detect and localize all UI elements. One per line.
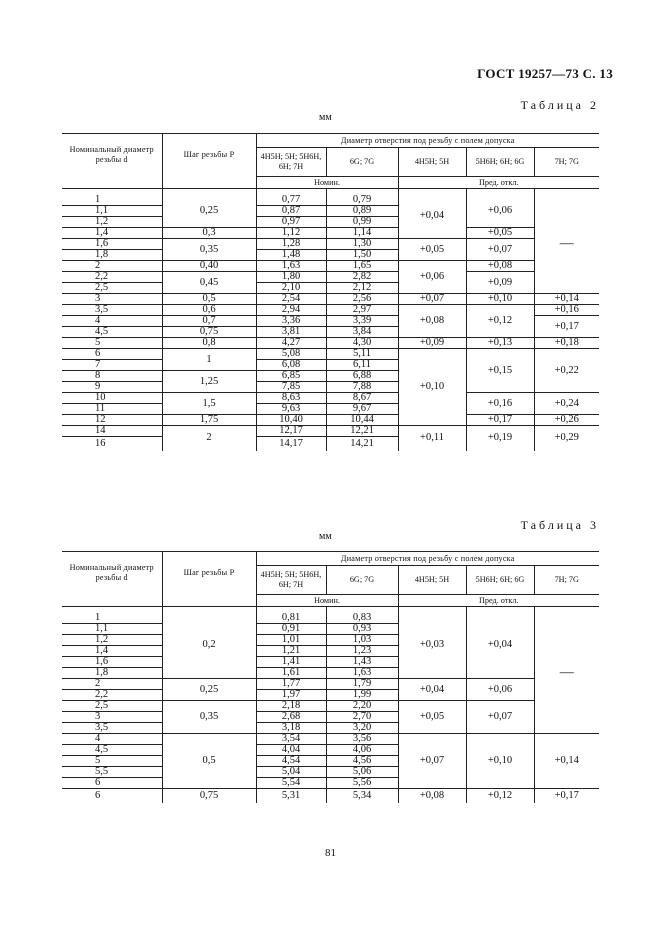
table-cell: 2,20 [326, 701, 398, 712]
table-cell: +0,12 [466, 789, 534, 803]
table-cell: 1 [62, 195, 162, 206]
table-cell: — [534, 195, 599, 294]
table-cell: 0,77 [256, 195, 326, 206]
table-cell: +0,22 [534, 349, 599, 393]
table-cell: 0,3 [162, 228, 256, 239]
table-cell: 9 [62, 382, 162, 393]
table3-unit: мм [319, 531, 332, 542]
table-cell: 1,4 [62, 228, 162, 239]
table-cell: 4,54 [256, 756, 326, 767]
col-header-c5: 7H; 7G [534, 566, 599, 595]
table-cell: 5,11 [326, 349, 398, 360]
table-cell: 0,97 [256, 217, 326, 228]
table-cell: 11 [62, 404, 162, 415]
table-cell: +0,04 [398, 195, 466, 239]
table-cell: 2,2 [62, 272, 162, 283]
table-cell: 3,39 [326, 316, 398, 327]
table-cell: 1,61 [256, 668, 326, 679]
table-cell: 0,5 [162, 734, 256, 789]
table-cell: 5 [62, 338, 162, 349]
table-2 [62, 133, 599, 451]
table-cell: 4,5 [62, 745, 162, 756]
table-cell: +0,15 [466, 349, 534, 393]
table-cell: +0,08 [398, 789, 466, 803]
table-cell: +0,29 [534, 426, 599, 451]
table-cell: 1,65 [326, 261, 398, 272]
table-cell: 2,2 [62, 690, 162, 701]
table-cell: 1,75 [162, 415, 256, 426]
col-header-group: Диаметр отверстия под резьбу с полем допуска [256, 552, 599, 566]
table-cell: 0,81 [256, 613, 326, 624]
table-cell: 4,04 [256, 745, 326, 756]
table-cell: 1,12 [256, 228, 326, 239]
table-cell: 1,41 [256, 657, 326, 668]
table-cell: 6,85 [256, 371, 326, 382]
table3-title: Таблица 3 [520, 518, 599, 532]
table-cell: 2,94 [256, 305, 326, 316]
table-cell: 2,5 [62, 701, 162, 712]
col-header-c4: 5H6H; 6H; 6G [466, 148, 534, 177]
table-cell: 0,40 [162, 261, 256, 272]
table-cell: 1,14 [326, 228, 398, 239]
table-cell: 3,81 [256, 327, 326, 338]
table-cell: +0,24 [534, 393, 599, 415]
table-cell: 14,21 [326, 437, 398, 451]
table-cell: 12,17 [256, 426, 326, 437]
table-cell: 8 [62, 371, 162, 382]
col-header-pitch: Шаг резьбы P [162, 134, 256, 177]
table-cell: 1,50 [326, 250, 398, 261]
table-cell: +0,07 [398, 734, 466, 789]
table-cell: 4 [62, 316, 162, 327]
table2-unit: мм [319, 112, 332, 123]
table-cell: 10 [62, 393, 162, 404]
table-cell: +0,17 [466, 415, 534, 426]
table-cell: 2,82 [326, 272, 398, 283]
table-cell: 2,70 [326, 712, 398, 723]
table-cell: 4,30 [326, 338, 398, 349]
col-header-group: Диаметр отверстия под резьбу с полем допуска [256, 134, 599, 148]
table-cell: 1,4 [62, 646, 162, 657]
table-cell: +0,16 [534, 305, 599, 316]
table-cell: +0,08 [398, 305, 466, 338]
table-cell: +0,18 [534, 338, 599, 349]
col-header-pitch: Шаг резьбы P [162, 552, 256, 595]
table-cell: 9,67 [326, 404, 398, 415]
table-cell: +0,06 [398, 261, 466, 294]
table-cell: 0,8 [162, 338, 256, 349]
table-cell: 6 [62, 778, 162, 789]
table-cell: 10,44 [326, 415, 398, 426]
table-cell: +0,11 [398, 426, 466, 451]
table-cell: +0,07 [398, 294, 466, 305]
table-cell: 2,18 [256, 701, 326, 712]
col-header-c1: 4H5H; 5H; 5H6H, 6H; 7H [256, 566, 326, 595]
table-cell: 1,97 [256, 690, 326, 701]
table-cell: 5,5 [62, 767, 162, 778]
table-cell: +0,09 [466, 272, 534, 294]
col-header-diameter: Номинальный диаметр резьбы d [69, 563, 154, 583]
table-cell: 3,5 [62, 305, 162, 316]
table-cell: 4,06 [326, 745, 398, 756]
table-cell: 1,48 [256, 250, 326, 261]
table-cell: 0,91 [256, 624, 326, 635]
col-header-c2: 6G; 7G [326, 566, 398, 595]
table-cell: 0,93 [326, 624, 398, 635]
page-number: 81 [325, 847, 336, 859]
col-header-c4: 5H6H; 6H; 6G [466, 566, 534, 595]
table-cell: 6 [95, 789, 101, 801]
table-cell: 0,99 [326, 217, 398, 228]
table-cell: 2,68 [256, 712, 326, 723]
table-cell: 0,5 [162, 294, 256, 305]
table-cell: +0,17 [534, 316, 599, 338]
table-cell: 3,18 [256, 723, 326, 734]
table-cell: 5,04 [256, 767, 326, 778]
table-cell: 1,63 [256, 261, 326, 272]
table-cell: 1,6 [62, 657, 162, 668]
table-cell: +0,13 [466, 338, 534, 349]
table-cell: 2 [162, 426, 256, 451]
table-cell: 4 [62, 734, 162, 745]
table-cell: 0,79 [326, 195, 398, 206]
col-header-nomin: Номин. [256, 177, 398, 189]
table-cell: 2,97 [326, 305, 398, 316]
table-cell: 2,12 [326, 283, 398, 294]
table-cell: 0,35 [162, 701, 256, 734]
table-cell: 6 [62, 349, 162, 360]
table-cell: 7 [62, 360, 162, 371]
table-cell: 1,01 [256, 635, 326, 646]
table-cell: 3 [62, 294, 162, 305]
table-cell: 16 [95, 437, 106, 449]
table-cell: 2,5 [62, 283, 162, 294]
table-cell: 4,5 [62, 327, 162, 338]
table-cell: 1,8 [62, 250, 162, 261]
table-cell: +0,14 [534, 734, 599, 789]
col-header-c1: 4H5H; 5H; 5H6H, 6H; 7H [256, 148, 326, 177]
table-cell: 0,2 [162, 613, 256, 679]
table-cell: 3,54 [256, 734, 326, 745]
table-cell: 3 [62, 712, 162, 723]
table-cell: 5,08 [256, 349, 326, 360]
table-cell: 3,20 [326, 723, 398, 734]
table-cell: 1,77 [256, 679, 326, 690]
table-cell: +0,17 [534, 789, 599, 803]
table-cell: 1,2 [62, 217, 162, 228]
table-cell: 5,31 [256, 789, 326, 803]
table-cell: 1,6 [62, 239, 162, 250]
table-cell: 10,40 [256, 415, 326, 426]
table-cell: 9,63 [256, 404, 326, 415]
table-cell: +0,05 [398, 239, 466, 261]
table-cell: 8,63 [256, 393, 326, 404]
table-cell: 4,56 [326, 756, 398, 767]
col-header-c3: 4H5H; 5H [398, 566, 466, 595]
table-cell: 0,25 [162, 195, 256, 228]
table-cell: 0,75 [162, 789, 256, 803]
table-cell: +0,26 [534, 415, 599, 426]
table-cell: +0,10 [466, 734, 534, 789]
table-cell: 1,30 [326, 239, 398, 250]
table-cell: +0,07 [466, 701, 534, 734]
table-cell: 14,17 [256, 437, 326, 451]
table-cell: 0,45 [162, 272, 256, 294]
table-cell: 3,84 [326, 327, 398, 338]
table-cell: +0,14 [534, 294, 599, 305]
col-header-pred: Пред. откл. [398, 177, 599, 189]
table-3 [62, 551, 599, 803]
table-cell: 1,03 [326, 635, 398, 646]
table-cell: +0,06 [466, 195, 534, 228]
table-cell: 3,5 [62, 723, 162, 734]
table-cell: 0,25 [162, 679, 256, 701]
table-cell: 7,88 [326, 382, 398, 393]
table-cell: +0,16 [466, 393, 534, 415]
table-cell: 7,85 [256, 382, 326, 393]
table-cell: 1,1 [62, 624, 162, 635]
table-cell: 1 [62, 613, 162, 624]
table-cell: 1,23 [326, 646, 398, 657]
table-cell: 1,1 [62, 206, 162, 217]
table-cell: 1,79 [326, 679, 398, 690]
table-cell: +0,09 [398, 338, 466, 349]
col-header-c2: 6G; 7G [326, 148, 398, 177]
table-cell: 12,21 [326, 426, 398, 437]
table-cell: 2,54 [256, 294, 326, 305]
table-cell: +0,10 [466, 294, 534, 305]
table-cell: 1,43 [326, 657, 398, 668]
table-cell: 5,54 [256, 778, 326, 789]
table2-title: Таблица 2 [520, 98, 599, 112]
table-cell: 2,10 [256, 283, 326, 294]
table-cell: 12 [62, 415, 162, 426]
table-cell: 1,21 [256, 646, 326, 657]
table-cell: 4,27 [256, 338, 326, 349]
table-cell: 5,06 [326, 767, 398, 778]
table-cell: 5 [62, 756, 162, 767]
table-cell: 0,75 [162, 327, 256, 338]
table-cell: +0,10 [398, 349, 466, 426]
table-cell: 1 [162, 349, 256, 371]
col-header-pred: Пред. откл. [398, 595, 599, 607]
table-cell: 0,7 [162, 316, 256, 327]
table-cell: 5,56 [326, 778, 398, 789]
table-cell: 0,35 [162, 239, 256, 261]
table-cell: 0,89 [326, 206, 398, 217]
col-header-c5: 7H; 7G [534, 148, 599, 177]
table-cell: 8,67 [326, 393, 398, 404]
col-header-diameter: Номинальный диаметр резьбы d [69, 145, 154, 165]
table-cell: 1,80 [256, 272, 326, 283]
table-cell: 1,63 [326, 668, 398, 679]
table-cell: 6,08 [256, 360, 326, 371]
table-cell: +0,07 [466, 239, 534, 261]
table-cell: 1,28 [256, 239, 326, 250]
table-cell: +0,04 [398, 679, 466, 701]
table-cell: 2 [62, 679, 162, 690]
table-cell: 1,2 [62, 635, 162, 646]
col-header-c3: 4H5H; 5H [398, 148, 466, 177]
table-cell: 3,36 [256, 316, 326, 327]
table-cell: +0,03 [398, 613, 466, 679]
table-cell: +0,06 [466, 679, 534, 701]
table-cell: +0,05 [398, 701, 466, 734]
table-cell: +0,12 [466, 305, 534, 338]
table-cell: 6,88 [326, 371, 398, 382]
table-cell: 14 [62, 426, 162, 437]
col-header-nomin: Номин. [256, 595, 398, 607]
table-cell: 0,87 [256, 206, 326, 217]
table-cell: 1,99 [326, 690, 398, 701]
table-cell: 1,8 [62, 668, 162, 679]
table-cell: 5,34 [326, 789, 398, 803]
table-cell: 1,5 [162, 393, 256, 415]
table-cell: 1,25 [162, 371, 256, 393]
table-cell: +0,08 [466, 261, 534, 272]
table-cell: 2,56 [326, 294, 398, 305]
table-cell: 0,83 [326, 613, 398, 624]
table-cell: +0,05 [466, 228, 534, 239]
table-cell: +0,19 [466, 426, 534, 451]
document-header: ГОСТ 19257—73 С. 13 [477, 66, 613, 81]
table-cell: — [534, 613, 599, 734]
table-cell: 2 [62, 261, 162, 272]
table-cell: 3,56 [326, 734, 398, 745]
table-cell: 0,6 [162, 305, 256, 316]
table-cell: +0,04 [466, 613, 534, 679]
table-cell: 6,11 [326, 360, 398, 371]
